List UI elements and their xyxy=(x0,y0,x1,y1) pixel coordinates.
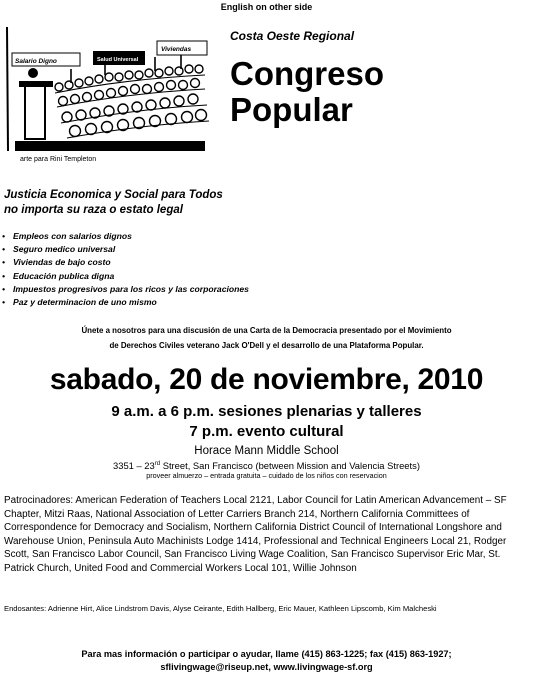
list-item: • Empleos con salarios dignos xyxy=(2,230,522,243)
bullet-icon: • xyxy=(2,257,6,268)
contact-line-1: Para mas información o participar o ayudar, llame (415) 863-1225; fax (415) 863-1927; xyxy=(81,649,452,659)
assembly-illustration xyxy=(5,17,215,154)
contact-info xyxy=(0,648,533,673)
justice-statement xyxy=(4,188,524,218)
art-credit: arte para Rini Templeton xyxy=(20,156,97,163)
placard-housing: Viviendas xyxy=(161,46,192,53)
contact-line-2: sflivingwage@riseup.net, www.livingwage-sf.org xyxy=(160,661,373,672)
title-line-1: Congreso xyxy=(230,55,385,92)
demands-list xyxy=(2,230,522,309)
list-item: • Paz y determinacion de uno mismo xyxy=(2,296,522,309)
bullet-icon: • xyxy=(2,270,6,281)
event-date: sabado, 20 de noviembre, 2010 xyxy=(49,363,484,396)
event-sessions: 9 a.m. a 6 p.m. sesiones plenarias y talleres xyxy=(111,403,422,420)
justice-line-2: no importa su raza o estato legal xyxy=(4,204,183,216)
invitation-text xyxy=(4,323,529,353)
list-item: • Educación publica digna xyxy=(2,270,522,283)
justice-line-1: Justicia Economica y Social para Todos xyxy=(4,189,223,201)
event-venue: Horace Mann Middle School xyxy=(194,445,339,457)
banner-universal-health: Salud Universal xyxy=(97,57,139,63)
bullet-icon: • xyxy=(2,231,6,241)
bullet-icon: • xyxy=(2,283,6,294)
language-note: English on other side xyxy=(220,2,313,12)
invitation-line-1: Únete a nosotros para una discusión de una Carta de la Democracia presentado por el Movimiento xyxy=(81,326,452,335)
list-item: • Impuestos progresivos para los ricos y las corporaciones xyxy=(2,283,522,296)
bullet-icon: • xyxy=(2,297,6,308)
endorsers-paragraph: Endosantes: Adrienne Hirt, Alice Lindstrom Davis, Alyse Ceirante, Edith Hallberg, Eric Mauer, Kathleen Lipscomb, Kim Malcheski xyxy=(4,604,437,613)
bullet-icon: • xyxy=(2,244,6,255)
sponsors-paragraph: Patrocinadores: American Federation of Teachers Local 2121, Labor Council for Latin American Advancement – SF Chapter, Mitzi Raas, National Association of Letter Carriers Branch 214, Northern California Committees of Correspondence for Democracy and Socialism, Northern California District Council of International Longshore and Warehouse Union, Peninsula Auto Machinists Lodge 1414, Professional and Technical Engineers Local 21, Rodger Scott, San Francisco Labor Council, San Francisco Living Wage Coalition, San Francisco Supervisor Eric Mar, St. Patrick Church, United Food and Commercial Workers Local 101, Willie Johnson xyxy=(4,495,507,574)
event-address: 3351 – 23rd Street, San Francisco (between Mission and Valencia Streets) xyxy=(113,460,420,472)
list-item: • Viviendas de bajo costo xyxy=(2,256,522,269)
list-item: • Seguro medico universal xyxy=(2,243,522,256)
placard-fair-wage: Salario Digno xyxy=(15,58,57,65)
event-lunch-note: proveer almuerzo – entrada gratuita – cuidado de los niños con reservacion xyxy=(146,471,387,480)
invitation-line-2: de Derechos Civiles veterano Jack O'Dell y el desarrollo de una Plataforma Popular. xyxy=(109,341,424,350)
event-cultural: 7 p.m. evento cultural xyxy=(189,423,344,440)
region-label: Costa Oeste Regional xyxy=(230,29,355,43)
title-line-2: Popular xyxy=(230,91,353,128)
page-title xyxy=(230,56,510,128)
